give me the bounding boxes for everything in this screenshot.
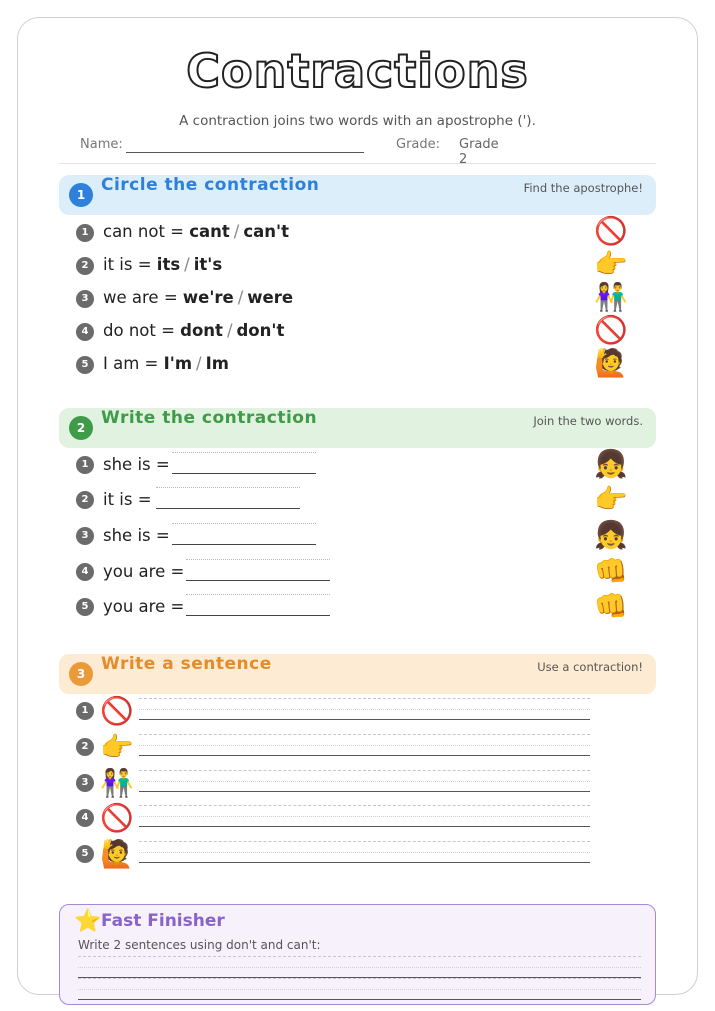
girl-icon: 👧 — [594, 520, 628, 551]
finisher-instructions: Write 2 sentences using don't and can't: — [78, 938, 321, 952]
item-number: 1 — [76, 224, 94, 242]
section-2-banner — [59, 408, 656, 448]
answer-blank[interactable] — [172, 452, 316, 474]
couple-icon: 👫 — [100, 768, 134, 799]
item-number: 5 — [76, 356, 94, 374]
prompt-text: can not = — [103, 222, 190, 241]
no-entry-icon: 🚫 — [594, 315, 628, 346]
choice-a[interactable]: dont — [180, 321, 223, 340]
pointing-at-viewer-icon: 👊 — [594, 591, 628, 622]
no-entry-icon: 🚫 — [100, 803, 134, 834]
prompt-text: it is = — [103, 255, 157, 274]
item-number: 2 — [76, 257, 94, 275]
no-entry-icon: 🚫 — [100, 696, 134, 727]
section-hint: Join the two words. — [533, 414, 643, 428]
item-number: 5 — [76, 845, 94, 863]
choice-separator: / — [237, 288, 244, 307]
prompt-text: we are = — [103, 288, 183, 307]
pointing-at-viewer-icon: 👊 — [594, 556, 628, 587]
item-prompt — [103, 288, 293, 307]
pointing-right-icon: 👉 — [594, 249, 628, 280]
sentence-writing-line[interactable] — [139, 841, 590, 863]
answer-blank[interactable] — [186, 594, 330, 616]
choice-a[interactable]: we're — [182, 288, 234, 307]
page-title: Contractions — [186, 44, 529, 98]
item-number: 4 — [76, 563, 94, 581]
section-3-banner — [59, 654, 656, 694]
item-number: 4 — [76, 809, 94, 827]
page-subtitle: A contraction joins two words with an apostrophe ('). — [179, 113, 536, 129]
item-prompt — [103, 255, 222, 274]
item-number: 3 — [76, 290, 94, 308]
fast-finisher-box — [59, 904, 656, 1005]
section-heading: Write the contraction — [101, 408, 318, 428]
section-1-banner — [59, 175, 656, 215]
sentence-writing-line[interactable] — [139, 734, 590, 756]
section-number-badge: 1 — [69, 183, 93, 207]
grade-label: Grade: — [396, 137, 441, 152]
girl-icon: 👧 — [594, 449, 628, 480]
name-field[interactable] — [126, 152, 364, 153]
item-number: 2 — [76, 491, 94, 509]
choice-separator: / — [184, 255, 190, 274]
item-prompt: you are = — [103, 562, 185, 581]
section-heading: Write a sentence — [101, 654, 272, 674]
item-prompt — [103, 222, 289, 241]
choice-b[interactable]: can't — [243, 222, 289, 241]
item-prompt: you are = — [103, 597, 185, 616]
prompt-text: do not = — [103, 321, 181, 340]
person-raising-hand-icon: 🙋 — [100, 839, 134, 870]
answer-blank[interactable] — [156, 487, 300, 509]
item-number: 1 — [76, 456, 94, 474]
sentence-writing-line[interactable] — [139, 698, 590, 720]
sentence-writing-line[interactable] — [139, 770, 590, 792]
item-prompt — [103, 321, 284, 340]
person-raising-hand-icon: 🙋 — [594, 348, 628, 379]
item-number: 5 — [76, 598, 94, 616]
choice-separator: / — [226, 321, 233, 340]
choice-b[interactable]: don't — [236, 321, 285, 340]
choice-b[interactable]: were — [247, 288, 294, 307]
no-entry-icon: 🚫 — [594, 216, 628, 247]
choice-separator: / — [196, 354, 202, 373]
name-label: Name: — [80, 137, 123, 152]
choice-separator: / — [233, 222, 240, 241]
item-prompt: she is = — [103, 526, 170, 545]
star-icon: ⭐ — [74, 909, 102, 934]
item-number: 3 — [76, 527, 94, 545]
section-number-badge: 3 — [69, 662, 93, 686]
pointing-right-icon: 👉 — [594, 484, 628, 515]
section-hint: Use a contraction! — [537, 660, 643, 674]
prompt-text: I am = — [103, 354, 164, 373]
item-prompt: she is = — [103, 455, 170, 474]
choice-a[interactable]: its — [156, 255, 181, 274]
grade-value: Grade 2 — [459, 137, 499, 167]
item-prompt — [103, 354, 229, 373]
choice-b[interactable]: it's — [193, 255, 223, 274]
item-number: 2 — [76, 738, 94, 756]
item-number: 4 — [76, 323, 94, 341]
item-number: 1 — [76, 702, 94, 720]
section-number-badge: 2 — [69, 416, 93, 440]
item-number: 3 — [76, 774, 94, 792]
section-hint: Find the apostrophe! — [523, 181, 643, 195]
divider — [59, 163, 656, 164]
answer-blank[interactable] — [186, 559, 330, 581]
answer-blank[interactable] — [172, 523, 316, 545]
sentence-writing-line[interactable] — [139, 805, 590, 827]
choice-a[interactable]: cant — [189, 222, 230, 241]
couple-icon: 👫 — [594, 282, 628, 313]
section-heading: Circle the contraction — [101, 175, 320, 195]
pointing-right-icon: 👉 — [100, 732, 134, 763]
writing-line[interactable] — [78, 978, 641, 1000]
item-prompt: it is = — [103, 490, 152, 509]
choice-b[interactable]: Im — [205, 354, 229, 373]
writing-line[interactable] — [78, 956, 641, 978]
choice-a[interactable]: I'm — [163, 354, 193, 373]
finisher-heading: Fast Finisher — [101, 911, 225, 931]
